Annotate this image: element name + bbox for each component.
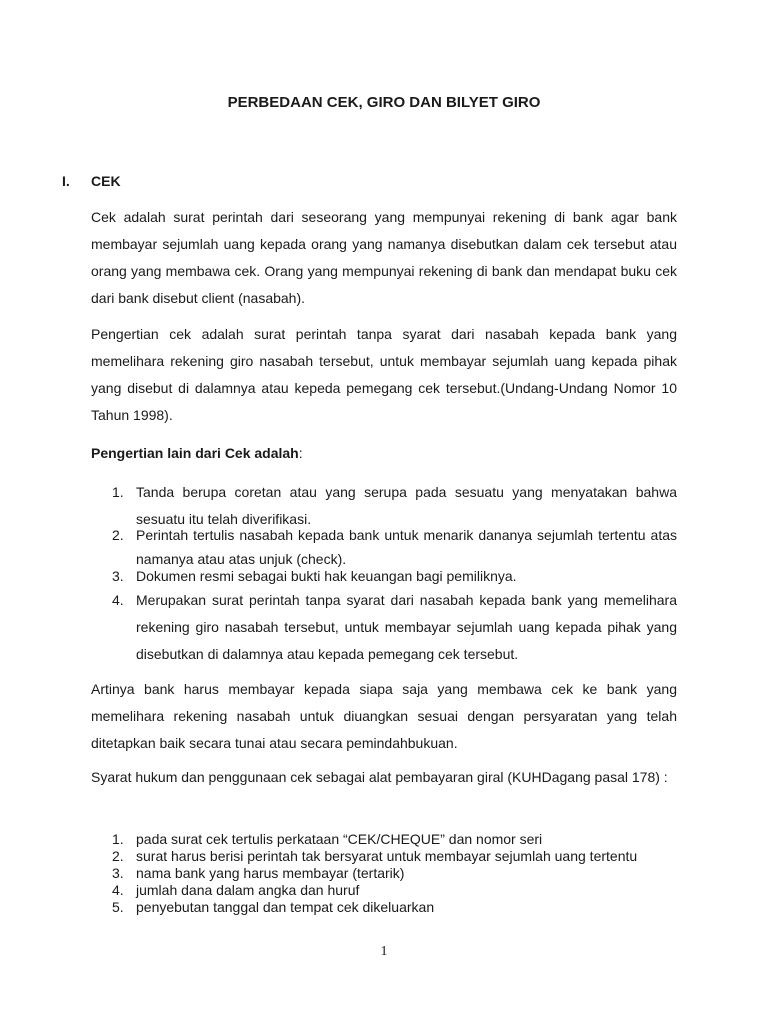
list-item-text: surat harus berisi perintah tak bersyarat untuk membayar sejumlah uang tertentu [136, 848, 638, 864]
list-item [91, 479, 677, 527]
paragraph-bank-obligation: Artinya bank harus membayar kepada siapa saja yang membawa cek ke bank yang memelihara rekening nasabah untuk diuangkan sesuai dengan persyaratan yang telah ditetapkan baik secara tunai atau secara pemindahbukuan. [91, 681, 677, 751]
list-item [91, 587, 677, 668]
list-item [91, 865, 691, 882]
list-item-text: Perintah tertulis nasabah kepada bank untuk menarik dananya sejumlah tertentu atas namanya atau atas unjuk (check). [136, 527, 677, 567]
list-item-text: Tanda berupa coretan atau yang serupa pada sesuatu yang menyatakan bahwa sesuatu itu telah diverifikasi. [136, 484, 677, 527]
list-item-number: 5. [112, 899, 124, 915]
section-title: CEK [91, 173, 121, 189]
list-item-text: Dokumen resmi sebagai bukti hak keuangan bagi pemiliknya. [136, 568, 517, 584]
list-item-number: 2. [112, 848, 124, 864]
list-item [91, 899, 691, 916]
list-item-text: Merupakan surat perintah tanpa syarat dari nasabah kepada bank yang memelihara rekening giro nasabah tersebut, untuk membayar sejumlah uang kepada pihak yang disebutkan di dalamnya atau kepada pemegang cek tersebut. [136, 592, 677, 662]
list-item-number: 3. [112, 865, 124, 881]
list-item-number: 4. [112, 592, 124, 608]
paragraph-cek-definition: Cek adalah surat perintah dari seseorang yang mempunyai rekening di bank agar bank membayar sejumlah uang kepada orang yang namanya disebutkan dalam cek tersebut atau orang yang membawa cek. Orang yang mempunyai rekening di bank dan mendapat buku cek dari bank disebut client (nasabah). [91, 209, 677, 306]
list-item [91, 523, 677, 567]
list-item-number: 3. [112, 568, 124, 584]
list-item [91, 831, 691, 848]
definitions-heading-colon: : [298, 445, 303, 461]
list-item [91, 567, 677, 587]
list-item-number: 1. [112, 484, 124, 500]
definitions-list [91, 479, 677, 668]
paragraph-legal-requirements-intro: Syarat hukum dan penggunaan cek sebagai alat pembayaran giral (KUHDagang pasal 178) : [91, 769, 668, 785]
list-item-text: nama bank yang harus membayar (tertarik) [136, 865, 405, 881]
list-item-text: jumlah dana dalam angka dan huruf [136, 882, 360, 898]
paragraph-cek-legal-definition: Pengertian cek adalah surat perintah tanpa syarat dari nasabah kepada bank yang memelihara rekening giro nasabah tersebut, untuk membayar sejumlah uang kepada pihak yang disebut di dalamnya atau kepeda pemegang cek tersebut.(Undang-Undang Nomor 10 Tahun 1998). [91, 326, 677, 423]
list-item [91, 848, 691, 865]
list-item [91, 882, 691, 899]
list-item-number: 2. [112, 527, 124, 543]
list-item-text: pada surat cek tertulis perkataan “CEK/CHEQUE” dan nomor seri [136, 831, 543, 847]
page-number: 1 [380, 944, 388, 959]
list-item-number: 1. [112, 831, 124, 847]
document-title: PERBEDAAN CEK, GIRO DAN BILYET GIRO [227, 94, 541, 111]
list-item-text: penyebutan tanggal dan tempat cek dikeluarkan [136, 899, 435, 915]
list-item-number: 4. [112, 882, 124, 898]
definitions-heading-text: Pengertian lain dari Cek adalah [91, 445, 299, 461]
section-number: I. [62, 173, 70, 189]
requirements-list [91, 831, 691, 916]
section-heading [62, 172, 121, 190]
definitions-heading [91, 441, 303, 465]
